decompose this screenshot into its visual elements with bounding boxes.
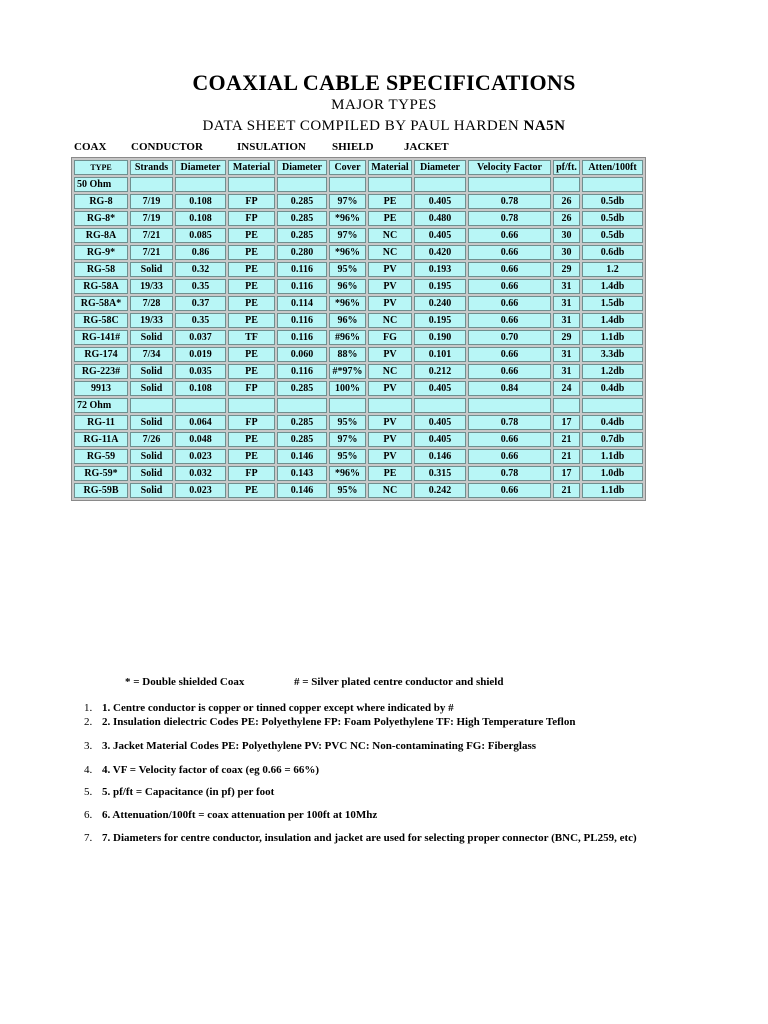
table-row [74, 483, 643, 498]
table-cell: 21 [553, 432, 580, 447]
note-item [84, 764, 319, 776]
empty-cell [277, 398, 327, 413]
table-cell: PE [228, 279, 275, 294]
empty-cell [228, 177, 275, 192]
cable-type-cell: RG-223# [74, 364, 128, 379]
cable-type-cell: RG-58A [74, 279, 128, 294]
table-row [74, 194, 643, 209]
table-cell: 0.108 [175, 211, 226, 226]
table-cell: 31 [553, 347, 580, 362]
empty-cell [368, 177, 412, 192]
cable-type-cell: 9913 [74, 381, 128, 396]
table-cell: 97% [329, 432, 366, 447]
table-cell: 0.116 [277, 364, 327, 379]
table-cell: 30 [553, 245, 580, 260]
table-cell: NC [368, 228, 412, 243]
table-cell: 0.6db [582, 245, 643, 260]
table-cell: 0.7db [582, 432, 643, 447]
cable-type-cell: RG-141# [74, 330, 128, 345]
cable-type-cell: RG-8* [74, 211, 128, 226]
table-cell: 7/34 [130, 347, 173, 362]
group-shield: SHIELD [332, 141, 374, 153]
note-number: 2. [84, 716, 93, 728]
table-body [74, 177, 643, 498]
table-cell: 31 [553, 364, 580, 379]
empty-cell [414, 398, 466, 413]
table-row [74, 279, 643, 294]
note-text: 6. Attenuation/100ft = coax attenuation per 100ft at 10Mhz [102, 809, 378, 821]
cable-type-cell: RG-58A* [74, 296, 128, 311]
table-cell: #96% [329, 330, 366, 345]
note-item [84, 809, 377, 821]
table-cell: Solid [130, 381, 173, 396]
table-cell: PE [228, 313, 275, 328]
note-number: 6. [84, 809, 93, 821]
table-cell: 7/26 [130, 432, 173, 447]
table-cell: FP [228, 211, 275, 226]
table-row [74, 262, 643, 277]
table-cell: 0.116 [277, 313, 327, 328]
empty-cell [130, 398, 173, 413]
table-row [74, 449, 643, 464]
table-row [74, 381, 643, 396]
table-cell: 0.405 [414, 228, 466, 243]
table-row [74, 415, 643, 430]
empty-cell [468, 177, 551, 192]
table-cell: 0.285 [277, 415, 327, 430]
cable-type-cell: RG-8 [74, 194, 128, 209]
note-number: 7. [84, 832, 93, 844]
empty-cell [175, 177, 226, 192]
table-cell: PE [228, 245, 275, 260]
cable-type-cell: RG-11 [74, 415, 128, 430]
table-cell: 26 [553, 211, 580, 226]
table-cell: 0.285 [277, 211, 327, 226]
cable-type-cell: RG-9* [74, 245, 128, 260]
table-cell: 1.2 [582, 262, 643, 277]
table-cell: 17 [553, 415, 580, 430]
table-cell: Solid [130, 466, 173, 481]
table-cell: 0.108 [175, 194, 226, 209]
header-cell: Atten/100ft [582, 160, 643, 175]
note-item [84, 832, 637, 844]
table-cell: PV [368, 381, 412, 396]
note-text: 5. pf/ft = Capacitance (in pf) per foot [102, 786, 275, 798]
table-cell: 0.66 [468, 364, 551, 379]
table-cell: 0.78 [468, 194, 551, 209]
page-title: COAXIAL CABLE SPECIFICATIONS [192, 70, 576, 95]
table-row [74, 466, 643, 481]
table-cell: 0.064 [175, 415, 226, 430]
table-cell: 0.35 [175, 279, 226, 294]
empty-cell [553, 177, 580, 192]
table-cell: 95% [329, 483, 366, 498]
note-number: 5. [84, 786, 93, 798]
header-cell: Velocity Factor [468, 160, 551, 175]
table-cell: NC [368, 483, 412, 498]
table-cell: 95% [329, 415, 366, 430]
table-cell: 100% [329, 381, 366, 396]
note-item [84, 702, 454, 714]
table-cell: 97% [329, 228, 366, 243]
empty-cell [414, 177, 466, 192]
table-cell: 7/21 [130, 245, 173, 260]
table-cell: Solid [130, 330, 173, 345]
table-cell: PV [368, 296, 412, 311]
empty-cell [368, 398, 412, 413]
note-number: 3. [84, 740, 93, 752]
table-cell: 0.66 [468, 228, 551, 243]
table-row [74, 364, 643, 379]
compiled-by-line [0, 118, 768, 135]
note-item [84, 786, 274, 798]
table-cell: 97% [329, 194, 366, 209]
table-cell: 0.66 [468, 279, 551, 294]
table-cell: 7/19 [130, 211, 173, 226]
table-cell: 0.114 [277, 296, 327, 311]
table-cell: PE [228, 432, 275, 447]
table-cell: TF [228, 330, 275, 345]
table-cell: 0.405 [414, 432, 466, 447]
note-text: 2. Insulation dielectric Codes PE: Polyethylene FP: Foam Polyethylene TF: High Temperature Teflon [102, 716, 576, 728]
table-cell: 0.5db [582, 228, 643, 243]
table-cell: 0.35 [175, 313, 226, 328]
table-cell: PE [368, 466, 412, 481]
table-cell: 0.480 [414, 211, 466, 226]
table-cell: PE [228, 228, 275, 243]
cable-type-cell: RG-174 [74, 347, 128, 362]
table-cell: *96% [329, 296, 366, 311]
table-row [74, 296, 643, 311]
table-cell: 0.116 [277, 330, 327, 345]
table-cell: 0.193 [414, 262, 466, 277]
table-cell: 0.195 [414, 279, 466, 294]
table-cell: *96% [329, 466, 366, 481]
cable-type-cell: RG-59* [74, 466, 128, 481]
header-cell: pf/ft. [553, 160, 580, 175]
table-cell: 96% [329, 279, 366, 294]
table-cell: 1.4db [582, 279, 643, 294]
table-cell: 0.146 [414, 449, 466, 464]
note-text: 1. Centre conductor is copper or tinned copper except where indicated by # [102, 702, 454, 714]
table-cell: 0.285 [277, 228, 327, 243]
note-item [84, 716, 575, 728]
table-cell: 0.37 [175, 296, 226, 311]
table-cell: *96% [329, 211, 366, 226]
cable-spec-table [71, 157, 646, 501]
table-cell: 0.212 [414, 364, 466, 379]
table-cell: 0.037 [175, 330, 226, 345]
table-cell: 0.66 [468, 262, 551, 277]
table-cell: 7/28 [130, 296, 173, 311]
table-cell: PE [228, 483, 275, 498]
note-number: 1. [84, 702, 93, 714]
table-cell: 0.195 [414, 313, 466, 328]
table-cell: Solid [130, 415, 173, 430]
table-cell: 1.4db [582, 313, 643, 328]
table-cell: PE [228, 364, 275, 379]
section-row [74, 398, 643, 413]
table-cell: PE [368, 194, 412, 209]
table-cell: 1.1db [582, 330, 643, 345]
table-cell: 29 [553, 262, 580, 277]
table-cell: 0.405 [414, 381, 466, 396]
section-label: 72 Ohm [74, 398, 128, 413]
table-row [74, 211, 643, 226]
group-conductor: CONDUCTOR [131, 141, 203, 153]
note-text: 3. Jacket Material Codes PE: Polyethylene PV: PVC NC: Non-contaminating FG: Fiberglass [102, 740, 537, 752]
table-cell: 0.285 [277, 381, 327, 396]
table-cell: 0.4db [582, 415, 643, 430]
table-cell: 0.78 [468, 466, 551, 481]
note-item [84, 740, 536, 752]
table-cell: 30 [553, 228, 580, 243]
empty-cell [329, 398, 366, 413]
table-cell: *96% [329, 245, 366, 260]
table-cell: PE [228, 347, 275, 362]
table-cell: 31 [553, 279, 580, 294]
table-cell: Solid [130, 364, 173, 379]
table-cell: 0.116 [277, 279, 327, 294]
table-row [74, 245, 643, 260]
header-cell: TYPE [74, 160, 128, 175]
cable-type-cell: RG-58C [74, 313, 128, 328]
table-cell: 0.032 [175, 466, 226, 481]
table-cell: 1.2db [582, 364, 643, 379]
table-cell: FP [228, 381, 275, 396]
legend [0, 676, 768, 692]
empty-cell [468, 398, 551, 413]
table-cell: NC [368, 245, 412, 260]
cable-type-cell: RG-58 [74, 262, 128, 277]
table-cell: 0.242 [414, 483, 466, 498]
table-cell: 0.86 [175, 245, 226, 260]
table-cell: FP [228, 466, 275, 481]
header-cell: Diameter [175, 160, 226, 175]
table-cell: PV [368, 449, 412, 464]
legend-double-shield: * = Double shielded Coax [125, 676, 245, 688]
table-cell: 0.32 [175, 262, 226, 277]
table-cell: 0.101 [414, 347, 466, 362]
table-cell: PV [368, 347, 412, 362]
empty-cell [582, 398, 643, 413]
table-cell: 0.66 [468, 432, 551, 447]
table-cell: 0.280 [277, 245, 327, 260]
table-cell: 1.1db [582, 449, 643, 464]
table-cell: 0.66 [468, 296, 551, 311]
table-cell: FG [368, 330, 412, 345]
legend-silver-plated: # = Silver plated centre conductor and shield [294, 676, 504, 688]
table-cell: 17 [553, 466, 580, 481]
table-cell: 0.5db [582, 194, 643, 209]
table-cell: PV [368, 432, 412, 447]
table-cell: 0.085 [175, 228, 226, 243]
table-cell: 0.023 [175, 449, 226, 464]
table-cell: 0.035 [175, 364, 226, 379]
group-insulation: INSULATION [237, 141, 306, 153]
empty-cell [228, 398, 275, 413]
header-cell: Material [368, 160, 412, 175]
table-cell: PV [368, 262, 412, 277]
table-cell: 0.108 [175, 381, 226, 396]
table-cell: 0.84 [468, 381, 551, 396]
table-cell: 0.66 [468, 245, 551, 260]
table-cell: PE [368, 211, 412, 226]
table-cell: 0.78 [468, 211, 551, 226]
empty-cell [277, 177, 327, 192]
table-cell: 7/21 [130, 228, 173, 243]
table-cell: 24 [553, 381, 580, 396]
table-cell: 0.420 [414, 245, 466, 260]
table-cell: 0.146 [277, 449, 327, 464]
callsign: NA5N [523, 118, 566, 134]
table-cell: 96% [329, 313, 366, 328]
table-cell: 0.116 [277, 262, 327, 277]
table-row [74, 347, 643, 362]
table-cell: 0.405 [414, 415, 466, 430]
table-cell: 0.285 [277, 194, 327, 209]
header-row [74, 160, 643, 175]
table-cell: Solid [130, 262, 173, 277]
table-cell: 0.023 [175, 483, 226, 498]
table-cell: 0.060 [277, 347, 327, 362]
empty-cell [175, 398, 226, 413]
page-subtitle: MAJOR TYPES [331, 97, 437, 113]
header-cell: Strands [130, 160, 173, 175]
table-row [74, 228, 643, 243]
column-group-headers [0, 141, 768, 157]
header-cell: Material [228, 160, 275, 175]
table-cell: Solid [130, 483, 173, 498]
empty-cell [130, 177, 173, 192]
header-cell: Diameter [414, 160, 466, 175]
table-cell: 1.0db [582, 466, 643, 481]
table-cell: PV [368, 415, 412, 430]
note-text: 4. VF = Velocity factor of coax (eg 0.66 = 66%) [102, 764, 320, 776]
table-cell: 0.78 [468, 415, 551, 430]
table-cell: 0.048 [175, 432, 226, 447]
table-cell: 0.4db [582, 381, 643, 396]
table-cell: 3.3db [582, 347, 643, 362]
table-cell: 31 [553, 313, 580, 328]
empty-cell [329, 177, 366, 192]
group-jacket: JACKET [404, 141, 449, 153]
table-cell: 19/33 [130, 279, 173, 294]
table-cell: FP [228, 415, 275, 430]
table-cell: 0.405 [414, 194, 466, 209]
note-text: 7. Diameters for centre conductor, insulation and jacket are used for selecting proper connector (BNC, PL259, etc) [102, 832, 637, 844]
table-cell: 0.5db [582, 211, 643, 226]
table-cell: 0.315 [414, 466, 466, 481]
table-cell: 0.70 [468, 330, 551, 345]
table-cell: 19/33 [130, 313, 173, 328]
table-cell: 88% [329, 347, 366, 362]
cable-type-cell: RG-11A [74, 432, 128, 447]
table-cell: NC [368, 364, 412, 379]
table-cell: 1.5db [582, 296, 643, 311]
table-cell: 29 [553, 330, 580, 345]
table-cell: 0.285 [277, 432, 327, 447]
table-cell: 21 [553, 483, 580, 498]
table-cell: 0.240 [414, 296, 466, 311]
table-cell: PE [228, 262, 275, 277]
cable-type-cell: RG-59B [74, 483, 128, 498]
table-cell: PE [228, 296, 275, 311]
empty-cell [582, 177, 643, 192]
table-cell: Solid [130, 449, 173, 464]
cable-type-cell: RG-59 [74, 449, 128, 464]
empty-cell [553, 398, 580, 413]
table-cell: 7/19 [130, 194, 173, 209]
table-cell: 31 [553, 296, 580, 311]
group-coax: COAX [74, 141, 107, 153]
table-cell: 95% [329, 449, 366, 464]
table-row [74, 330, 643, 345]
table-cell: #*97% [329, 364, 366, 379]
table-cell: 0.190 [414, 330, 466, 345]
table-cell: PV [368, 279, 412, 294]
table-cell: 0.143 [277, 466, 327, 481]
table-row [74, 432, 643, 447]
section-label: 50 Ohm [74, 177, 128, 192]
header-cell: Cover [329, 160, 366, 175]
note-number: 4. [84, 764, 93, 776]
table-cell: 21 [553, 449, 580, 464]
table-cell: FP [228, 194, 275, 209]
table-cell: 0.66 [468, 313, 551, 328]
header-cell: Diameter [277, 160, 327, 175]
table-cell: PE [228, 449, 275, 464]
table-row [74, 313, 643, 328]
table-cell: 95% [329, 262, 366, 277]
table-cell: 1.1db [582, 483, 643, 498]
table-cell: 0.146 [277, 483, 327, 498]
table-cell: 0.66 [468, 483, 551, 498]
section-row [74, 177, 643, 192]
table-cell: 0.66 [468, 347, 551, 362]
compiled-by-text: DATA SHEET COMPILED BY PAUL HARDEN [202, 118, 520, 134]
cable-type-cell: RG-8A [74, 228, 128, 243]
table-cell: 26 [553, 194, 580, 209]
table-cell: 0.66 [468, 449, 551, 464]
table-cell: NC [368, 313, 412, 328]
table-cell: 0.019 [175, 347, 226, 362]
